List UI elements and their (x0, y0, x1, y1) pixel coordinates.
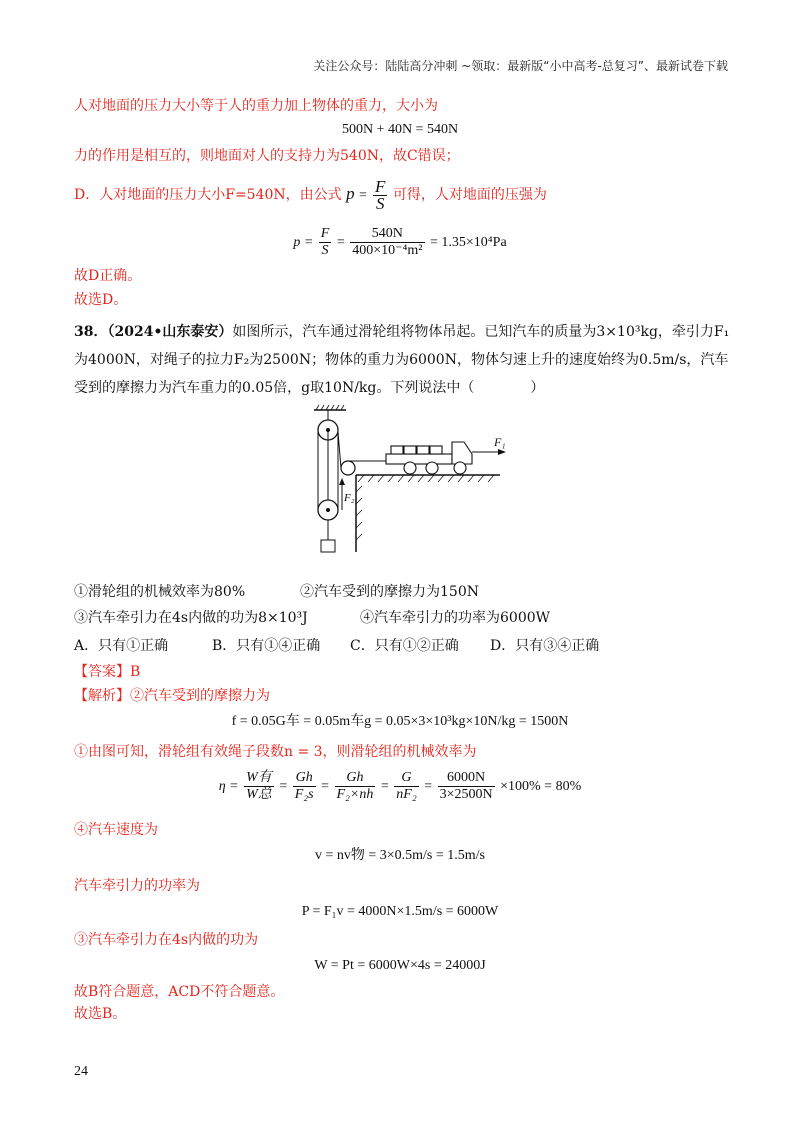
pulley-diagram (300, 402, 520, 554)
corner-pulley (341, 461, 355, 475)
text-line: 故选D。 (74, 292, 128, 308)
answer-label: 【答案】B (74, 664, 141, 680)
question-line: 38．（2024•山东泰安）如图所示，汽车通过滑轮组将物体吊起。已知汽车的质量为3×10³kg，牵引力F₁ (74, 324, 730, 340)
page-header: 关注公众号：陆陆高分冲刺 ~领取：最新版“小中高考-总复习”、最新试卷下载 (313, 59, 728, 73)
text-line: 人对地面的压力大小等于人的重力加上物体的重力，大小为 (74, 98, 438, 114)
hanging-object (321, 540, 335, 552)
option-d: D．只有③④正确 (490, 638, 600, 654)
option-b: B．只有①④正确 (212, 638, 321, 654)
text-line: D．人对地面的压力大小F=540N，由公式 p = $\frac{F}{S}$ 可得，人对地面的压强为 (74, 177, 547, 214)
analysis-line: ④汽车速度为 (74, 822, 158, 838)
f1-label: F₁ (494, 435, 506, 449)
question-line: 为4000N，对绳子的拉力F₂为2500N；物体的重力为6000N，物体匀速上升的速度始终为0.5m/s，汽车 (74, 352, 729, 368)
statement-3: ③汽车牵引力在4s内做的功为8×10³J (74, 610, 308, 626)
question-line: 受到的摩擦力为汽车重力的0.05倍，g取10N/kg。下列说法中（ ） (74, 380, 545, 396)
analysis-line: ①由图可知，滑轮组有效绳子段数n = 3，则滑轮组的机械效率为 (74, 744, 477, 760)
analysis-line: 故B符合题意，ACD不符合题意。 (74, 984, 285, 1000)
truck (386, 442, 472, 474)
equation: 500N + 40N = 540N (341, 122, 459, 137)
analysis-line: 汽车牵引力的功率为 (74, 878, 200, 894)
formula-p-fs: p = $\frac{F}{S}$ (346, 177, 386, 214)
page-number: 24 (74, 1064, 88, 1079)
analysis-line: 【解析】②汽车受到的摩擦力为 (74, 688, 270, 704)
pressure-equation: p = $\frac{F}{S}$ = $\frac{540N}{\text{400×10⁻⁴m²}}$ = 1.35×10⁴Pa (293, 226, 507, 259)
work-equation: W = Pt = 6000W×4s = 24000J (314, 958, 486, 973)
power-equation: P = F₁v = 4000N×1.5m/s = 6000W (301, 904, 499, 919)
option-a: A．只有①正确 (74, 638, 169, 654)
option-c: C．只有①②正确 (350, 638, 459, 654)
f2-label: F₂ (344, 492, 355, 504)
analysis-line: ③汽车牵引力在4s内做的功为 (74, 932, 259, 948)
text-line: 力的作用是相互的，则地面对人的支持力为540N，故C错误； (74, 148, 460, 164)
analysis-line: 故选B。 (74, 1006, 127, 1022)
efficiency-equation: η = $\frac{\text{W有}}{\text{W总}}$ = $\frac{Gh}{\text{F₂s}}$ = $\frac{Gh}{\text{F₂×nh}}$ = $\frac{G}{\text{nF₂}}$ = $\frac{6000N}{3\times 2500N}$ ×100% = 80% (218, 770, 582, 803)
statement-4: ④汽车牵引力的功率为6000W (360, 610, 551, 626)
friction-equation: f = 0.05G车 = 0.05m车g = 0.05×3×10³kg×10N/kg = 1500N (231, 714, 569, 729)
statement-2: ②汽车受到的摩擦力为150N (300, 584, 479, 600)
velocity-equation: v = nv物 = 3×0.5m/s = 1.5m/s (314, 848, 486, 863)
text-line: 故D正确。 (74, 268, 142, 284)
statement-1: ①滑轮组的机械效率为80% (74, 584, 246, 600)
